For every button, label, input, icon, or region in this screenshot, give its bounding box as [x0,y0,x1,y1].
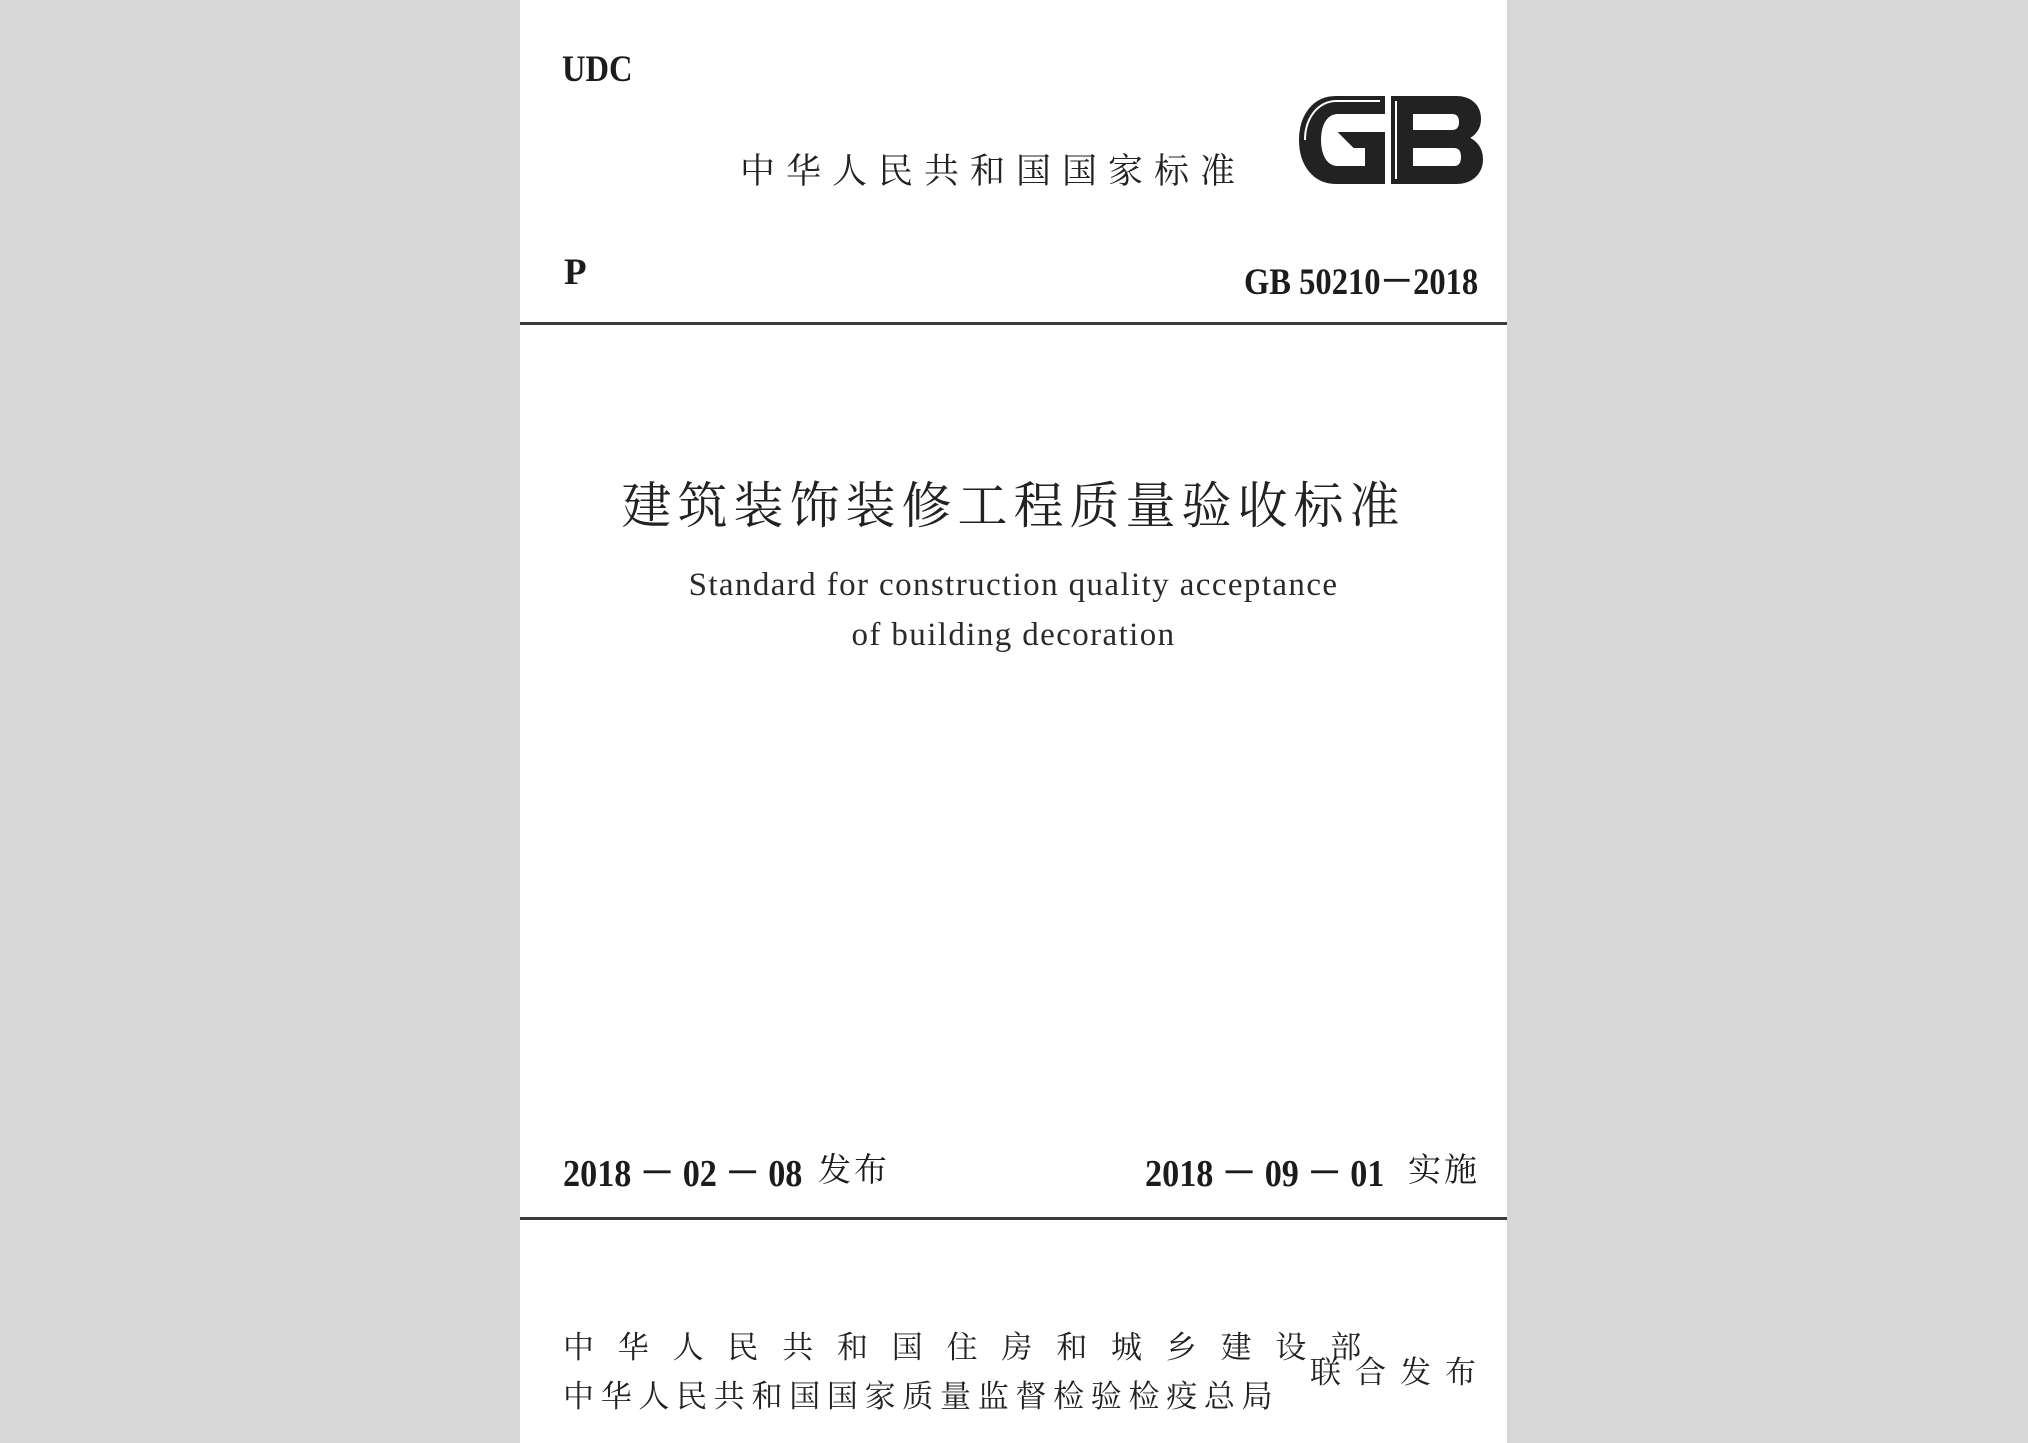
implementation-label: 实施 [1408,1150,1480,1189]
classification-code: P [564,252,587,293]
joint-issue-label: 联合发布 [1310,1355,1490,1391]
title-english-line-1: Standard for construction quality acceptance [688,567,1339,603]
issue-label: 发布 [818,1150,890,1189]
udc-label: UDC [562,49,633,90]
standard-cover-page [520,0,1507,1443]
issuer-ministry-housing: 中华人民共和国住房和城乡建设部 [563,1330,1385,1366]
footer-divider [520,1217,1507,1220]
implementation-date: 2018 － 09 － 01 [1145,1153,1385,1195]
issuer-aqsiq: 中华人民共和国国家质量监督检验检疫总局 [563,1379,1280,1415]
title-english [520,560,1507,660]
issue-date: 2018 － 02 － 08 [563,1153,803,1195]
gb-logo-icon [1296,93,1484,187]
title-english-line-2: of building decoration [851,617,1176,653]
header-divider [520,322,1507,325]
title-chinese: 建筑装饰装修工程质量验收标准 [621,477,1406,535]
standard-category: 中华人民共和国国家标准 [740,152,1247,192]
standard-number: GB 50210－2018 [1243,262,1478,303]
